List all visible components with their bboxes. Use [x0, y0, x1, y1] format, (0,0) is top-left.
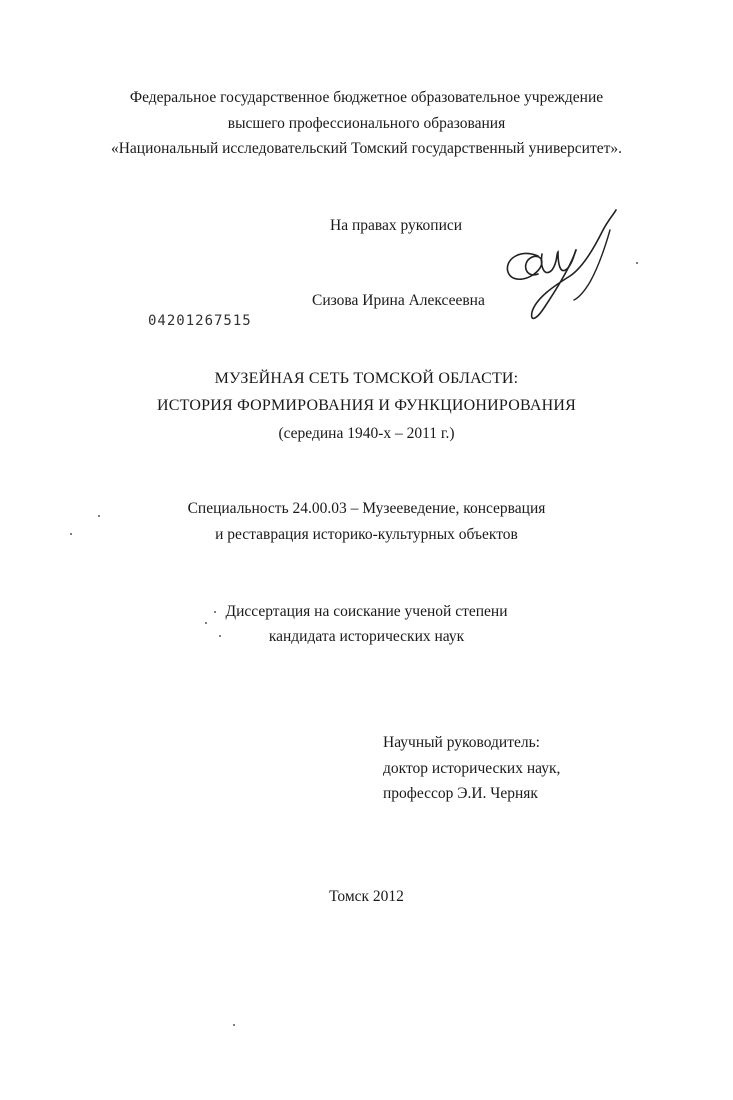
scan-speck: [219, 635, 221, 637]
specialty-line-2: и реставрация историко-культурных объектов: [215, 526, 518, 543]
title-line-3: (середина 1940-х – 2011 г.): [278, 425, 455, 442]
degree-line-1: Диссертация на соискание ученой степени: [225, 603, 508, 620]
place-year: Томск 2012: [329, 888, 404, 905]
title-line-2: ИСТОРИЯ ФОРМИРОВАНИЯ И ФУНКЦИОНИРОВАНИЯ: [157, 397, 576, 414]
scan-speck: [98, 515, 100, 517]
supervisor-name: профессор Э.И. Черняк: [383, 785, 538, 802]
scan-speck: [214, 611, 216, 613]
specialty-line-1: Специальность 24.00.03 – Музееведение, консервация: [187, 500, 546, 517]
scan-speck: [70, 533, 72, 535]
manuscript-note: На правах рукописи: [330, 217, 463, 234]
author-name: Сизова Ирина Алексеевна: [312, 292, 485, 309]
supervisor-label: Научный руководитель:: [383, 734, 540, 751]
supervisor-degree: доктор исторических наук,: [383, 760, 561, 777]
institution-line-1: Федеральное государственное бюджетное образовательное учреждение: [129, 89, 604, 106]
signature-icon: [498, 208, 628, 328]
scan-speck: [636, 262, 638, 264]
scan-speck: [233, 1024, 235, 1026]
scan-speck: [205, 622, 207, 624]
institution-line-2: высшего профессионального образования: [227, 115, 506, 132]
title-line-1: МУЗЕЙНАЯ СЕТЬ ТОМСКОЙ ОБЛАСТИ:: [214, 370, 519, 387]
degree-line-2: кандидата исторических наук: [268, 628, 465, 645]
institution-line-3: «Национальный исследовательский Томский государственный университет».: [110, 140, 623, 157]
registration-number: 04201267515: [148, 313, 252, 329]
